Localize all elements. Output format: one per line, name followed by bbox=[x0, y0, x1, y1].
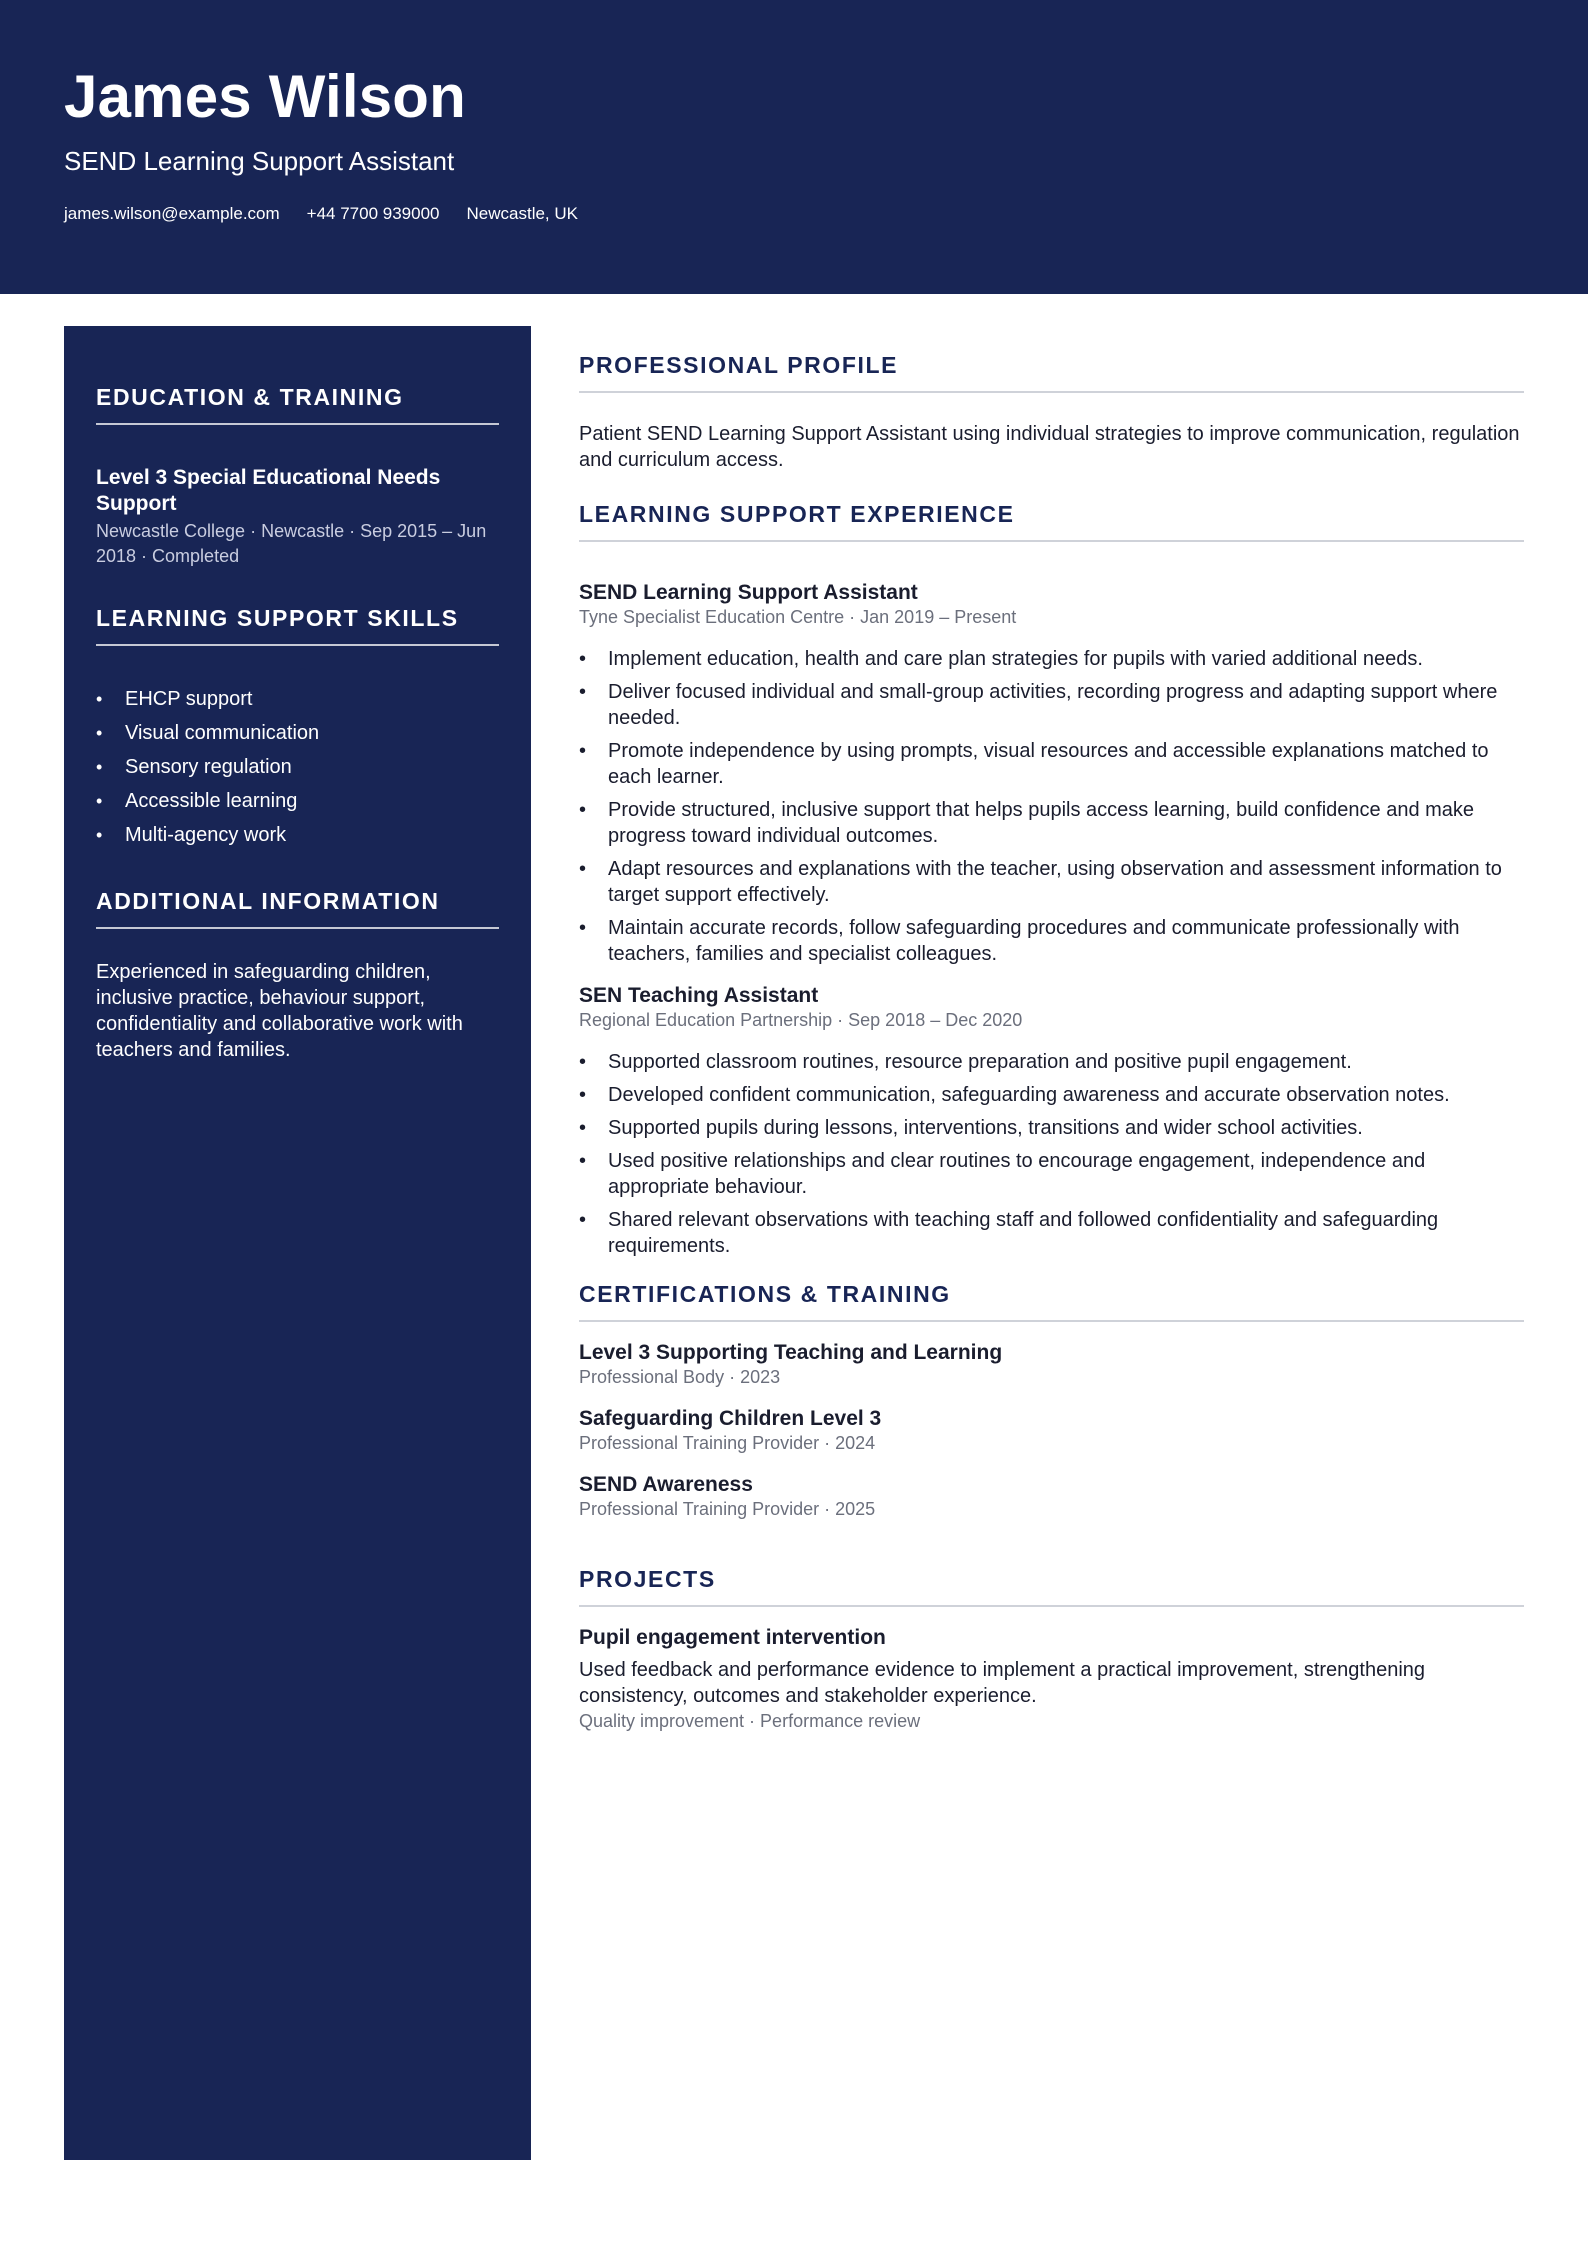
job-bullet: • Used positive relationships and clear routines to encourage engagement, independence and appropriate behaviour. bbox=[579, 1148, 1524, 1200]
additional-heading: ADDITIONAL INFORMATION bbox=[96, 888, 499, 929]
job-entry bbox=[579, 580, 1524, 967]
education-title: Level 3 Special Educational Needs Support bbox=[96, 466, 441, 515]
skills-list bbox=[96, 682, 499, 852]
project-description: Used feedback and performance evidence to implement a practical improvement, strengthening consistency, outcomes and stakeholder experience. bbox=[579, 1659, 1426, 1707]
sidebar bbox=[64, 326, 531, 2160]
project-title: Pupil engagement intervention bbox=[579, 1626, 886, 1649]
cert-meta: Professional Body · 2023 bbox=[579, 1367, 781, 1387]
job-bullet: • Deliver focused individual and small-group activities, recording progress and adapting support where needed. bbox=[579, 679, 1524, 731]
additional-section bbox=[96, 888, 499, 1063]
cert-entry bbox=[579, 1472, 1524, 1520]
job-title: SEN Teaching Assistant bbox=[579, 984, 819, 1007]
job-bullet: • Supported pupils during lessons, interventions, transitions and wider school activities. bbox=[579, 1115, 1524, 1141]
profile-text: Patient SEND Learning Support Assistant using individual strategies to improve communication, regulation and curriculum access. bbox=[579, 423, 1520, 471]
education-meta: Newcastle College · Newcastle · Sep 2015 – Jun 2018 · Completed bbox=[96, 521, 487, 566]
project-meta: Quality improvement · Performance review bbox=[579, 1711, 921, 1731]
contact-info bbox=[64, 204, 578, 224]
projects-section bbox=[579, 1566, 1524, 1732]
job-title: SEND Learning Support Assistant bbox=[579, 581, 918, 604]
job-bullet: • Adapt resources and explanations with the teacher, using observation and assessment information to target support effectively. bbox=[579, 856, 1524, 908]
cert-title: SEND Awareness bbox=[579, 1473, 753, 1496]
skill-item: • Multi-agency work bbox=[96, 818, 499, 852]
cert-title: Level 3 Supporting Teaching and Learning bbox=[579, 1341, 1003, 1364]
skill-item: • Visual communication bbox=[96, 716, 499, 750]
header-banner bbox=[0, 0, 1588, 294]
job-bullet: • Provide structured, inclusive support that helps pupils access learning, build confidence and make progress toward individual outcomes. bbox=[579, 797, 1524, 849]
cert-entry bbox=[579, 1340, 1524, 1388]
job-meta: Tyne Specialist Education Centre · Jan 2019 – Present bbox=[579, 607, 1017, 627]
job-bullet: • Maintain accurate records, follow safeguarding procedures and communicate professionally with teachers, families and specialist colleagues. bbox=[579, 915, 1524, 967]
profile-section bbox=[579, 352, 1524, 473]
skills-section bbox=[96, 605, 499, 852]
job-bullet: • Supported classroom routines, resource preparation and positive pupil engagement. bbox=[579, 1049, 1524, 1075]
education-heading: EDUCATION & TRAINING bbox=[96, 384, 499, 425]
cert-entry bbox=[579, 1406, 1524, 1454]
skill-item: • Accessible learning bbox=[96, 784, 499, 818]
cert-title: Safeguarding Children Level 3 bbox=[579, 1407, 882, 1430]
cert-meta: Professional Training Provider · 2024 bbox=[579, 1433, 876, 1453]
job-bullet: • Promote independence by using prompts, visual resources and accessible explanations matched to each learner. bbox=[579, 738, 1524, 790]
job-entry bbox=[579, 983, 1524, 1259]
job-bullets bbox=[579, 1049, 1524, 1259]
project-entry bbox=[579, 1625, 1524, 1732]
job-bullets bbox=[579, 646, 1524, 967]
contact-phone[interactable]: +44 7700 939000 bbox=[306, 204, 440, 223]
job-meta: Regional Education Partnership · Sep 2018 – Dec 2020 bbox=[579, 1010, 1023, 1030]
candidate-name: James Wilson bbox=[64, 63, 467, 130]
candidate-title: SEND Learning Support Assistant bbox=[64, 146, 455, 176]
contact-email[interactable]: james.wilson@example.com bbox=[64, 204, 280, 223]
contact-location: Newcastle, UK bbox=[466, 204, 578, 223]
main-content bbox=[579, 352, 1524, 1732]
experience-heading: LEARNING SUPPORT EXPERIENCE bbox=[579, 501, 1524, 542]
skills-heading: LEARNING SUPPORT SKILLS bbox=[96, 605, 499, 646]
cert-meta: Professional Training Provider · 2025 bbox=[579, 1499, 876, 1519]
profile-heading: PROFESSIONAL PROFILE bbox=[579, 352, 1524, 393]
certifications-heading: CERTIFICATIONS & TRAINING bbox=[579, 1281, 1524, 1322]
certifications-section bbox=[579, 1281, 1524, 1520]
experience-section bbox=[579, 501, 1524, 1259]
skill-item: • Sensory regulation bbox=[96, 750, 499, 784]
projects-heading: PROJECTS bbox=[579, 1566, 1524, 1607]
job-bullet: • Shared relevant observations with teaching staff and followed confidentiality and safeguarding requirements. bbox=[579, 1207, 1524, 1259]
skill-item: • EHCP support bbox=[96, 682, 499, 716]
additional-text: Experienced in safeguarding children, inclusive practice, behaviour support, confidentiality and collaborative work with teachers and families. bbox=[96, 961, 463, 1061]
education-section bbox=[96, 384, 499, 569]
job-bullet: • Developed confident communication, safeguarding awareness and accurate observation notes. bbox=[579, 1082, 1524, 1108]
job-bullet: • Implement education, health and care plan strategies for pupils with varied additional needs. bbox=[579, 646, 1524, 672]
